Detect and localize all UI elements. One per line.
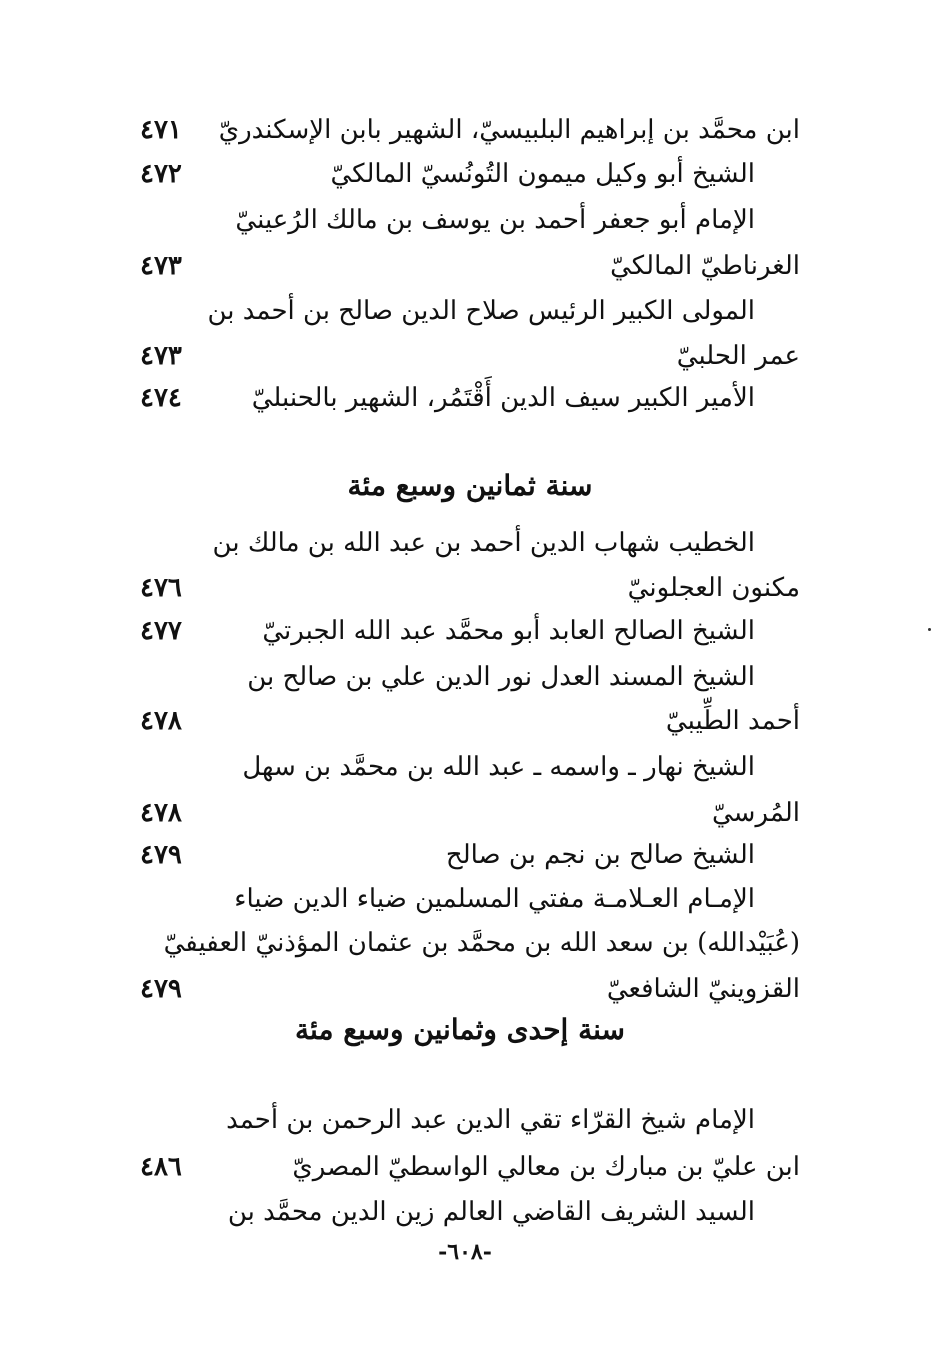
entry-page-number: ٤٧٨ — [140, 706, 182, 736]
page-number: -٦٠٨- — [438, 1239, 492, 1265]
entry-page-number: ٤٧٣ — [140, 341, 182, 371]
entry-line: السيد الشريف القاضي العالم زين الدين محمَّد بن — [227, 1197, 755, 1227]
entry-page-number: ٤٨٦ — [140, 1152, 182, 1182]
entry-line: الشيخ أبو وكيل ميمون التُونُسيّ المالكيّ — [330, 159, 755, 189]
entry-line: الشيخ صالح بن نجم بن صالح — [445, 840, 755, 870]
entry-line: الغرناطيّ المالكيّ — [610, 251, 800, 281]
entry-line: أحمد الطِّيبيّ — [665, 706, 800, 736]
entry-line: (عُبَيْدالله) بن سعد الله بن محمَّد بن عثمان المؤذنيّ العفيفيّ — [163, 928, 800, 958]
entry-page-number: ٤٧٩ — [140, 840, 182, 870]
entry-line: عمر الحلبيّ — [676, 341, 800, 371]
section-heading: سنة ثمانين وسبع مئة — [347, 469, 593, 502]
entry-line: الأمير الكبير سيف الدين أَقْتَمُر، الشهير بالحنبليّ — [251, 383, 755, 413]
scan-speck — [928, 628, 931, 631]
section-heading: سنة إحدى وثمانين وسبع مئة — [295, 1013, 625, 1046]
entry-line: الشيخ نهار ـ واسمه ـ عبد الله بن محمَّد بن سهل — [242, 752, 755, 782]
entry-line: القزوينيّ الشافعيّ — [606, 974, 800, 1004]
entry-line: الشيخ المسند العدل نور الدين علي بن صالح بن — [247, 662, 755, 692]
entry-page-number: ٤٧٧ — [140, 616, 182, 646]
entry-line: الإمام أبو جعفر أحمد بن يوسف بن مالك الرُعينيّ — [235, 205, 755, 235]
entry-line: الخطيب شهاب الدين أحمد بن عبد الله بن مالك بن — [212, 528, 755, 558]
entry-page-number: ٤٧١ — [140, 115, 182, 145]
entry-line: الإمـام العـلامـة مفتي المسلمين ضياء الدين ضياء — [234, 884, 755, 914]
entry-line: الإمام شيخ القرّاء تقي الدين عبد الرحمن بن أحمد — [226, 1105, 755, 1135]
entry-line: ابن عليّ بن مبارك بن معالي الواسطيّ المصريّ — [292, 1152, 800, 1182]
entry-page-number: ٤٧٨ — [140, 798, 182, 828]
entry-line: مكنون العجلونيّ — [627, 573, 800, 603]
entry-line: الشيخ الصالح العابد أبو محمَّد عبد الله الجبرتيّ — [262, 616, 755, 646]
entry-page-number: ٤٧٢ — [140, 159, 182, 189]
entry-page-number: ٤٧٤ — [140, 383, 182, 413]
entry-page-number: ٤٧٩ — [140, 974, 182, 1004]
entry-line: ابن محمَّد بن إبراهيم البلبيسيّ، الشهير بابن الإسكندريّ — [218, 115, 800, 145]
entry-line: المولى الكبير الرئيس صلاح الدين صالح بن أحمد بن — [207, 296, 755, 326]
entry-page-number: ٤٧٣ — [140, 251, 182, 281]
entry-page-number: ٤٧٦ — [140, 573, 182, 603]
entry-line: المُرسيّ — [712, 798, 800, 828]
